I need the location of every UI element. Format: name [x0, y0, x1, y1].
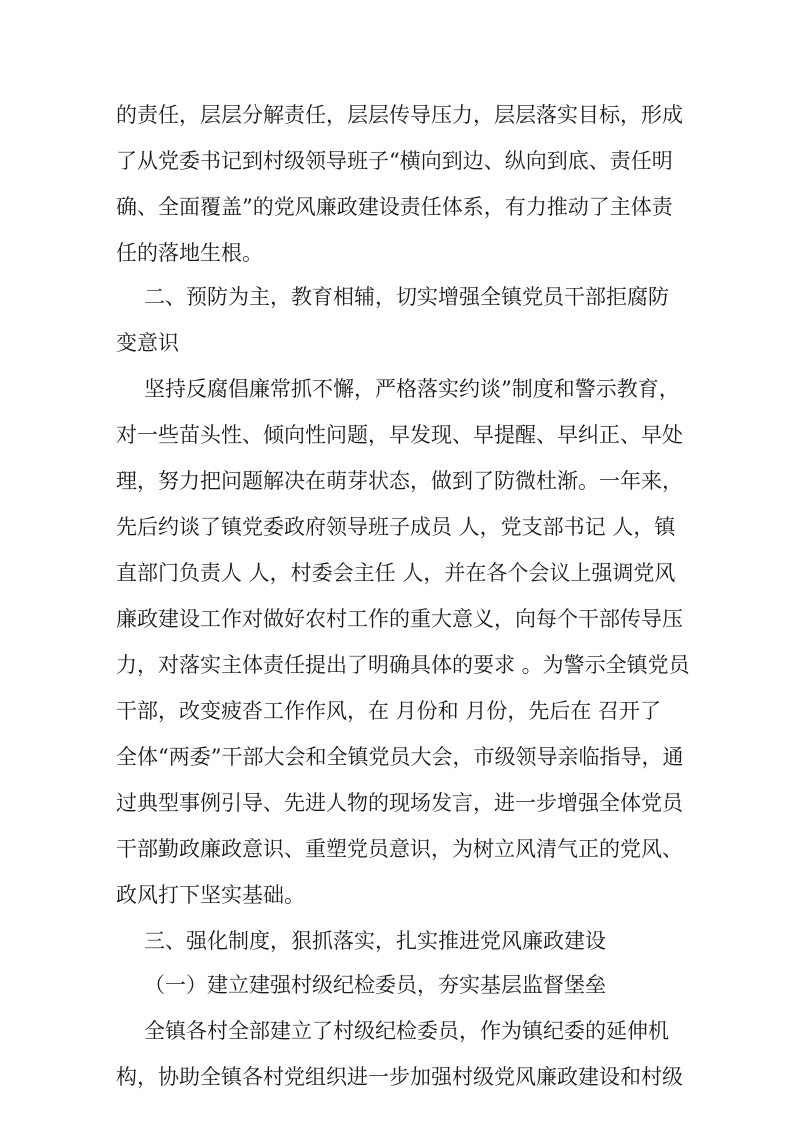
text-line: 任的落地生根。	[116, 241, 263, 265]
subsection-heading: （一）建立建强村级纪检委员，夯实基层监督堡垒	[144, 973, 606, 997]
text-line: 力，对落实主体责任提出了明确具体的要求 。为警示全镇党员	[116, 653, 690, 677]
section-heading: 二、预防为主，教育相辅，切实增强全镇党员干部拒腐防	[144, 285, 669, 309]
text-line: 理，努力把问题解决在萌芽状态，做到了防微杜渐。一年来，	[116, 469, 683, 493]
text-line: 过典型事例引导、先进人物的现场发言，进一步增强全体党员	[116, 791, 683, 815]
text-line: 全镇各村全部建立了村级纪检委员，作为镇纪委的延伸机	[144, 1019, 669, 1043]
text-line: 全体“两委”干部大会和全镇党员大会，市级领导亲临指导，通	[116, 745, 684, 769]
text-line: 坚持反腐倡廉常抓不懈，严格落实约谈”制度和警示教育，	[144, 377, 680, 401]
text-line: 确、全面覆盖”的党风廉政建设责任体系，有力推动了主体责	[116, 195, 673, 219]
text-line: 直部门负责人 人，村委会主任 人，并在各个会议上强调党风	[116, 561, 676, 585]
text-line: 对一些苗头性、倾向性问题，早发现、早提醒、早纠正、早处	[116, 423, 683, 447]
text-line: 了从党委书记到村级领导班子“横向到边、纵向到底、责任明	[116, 149, 673, 173]
text-line: 构，协助全镇各村党组织进一步加强村级党风廉政建设和村级	[116, 1065, 683, 1089]
text-line: 廉政建设工作对做好农村工作的重大意义，向每个干部传导压	[116, 607, 683, 631]
text-line: 政风打下坚实基础。	[116, 883, 305, 907]
text-line: 的责任，层层分解责任，层层传导压力，层层落实目标，形成	[116, 103, 683, 127]
section-heading: 变意识	[116, 331, 179, 355]
text-line: 干部，改变疲沓工作作风，在 月份和 月份，先后在 召开了	[116, 699, 662, 723]
section-heading: 三、强化制度，狠抓落实，扎实推进党风廉政建设	[144, 929, 606, 953]
text-line: 先后约谈了镇党委政府领导班子成员 人，党支部书记 人，镇	[116, 515, 676, 539]
text-line: 干部勤政廉政意识、重塑党员意识，为树立风清气正的党风、	[116, 837, 683, 861]
